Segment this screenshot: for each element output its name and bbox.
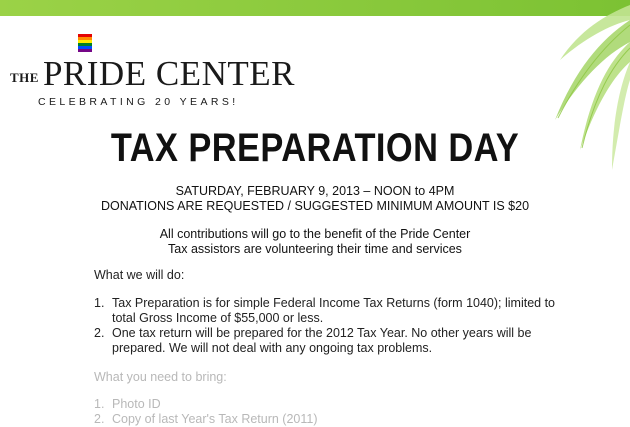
list-item-number: 1.	[94, 296, 105, 310]
volunteers-note: Tax assistors are volunteering their time and services	[168, 242, 462, 256]
list-item-number: 1.	[94, 397, 105, 411]
donation-line: DONATIONS ARE REQUESTED / SUGGESTED MINIMUM AMOUNT IS $20	[100, 199, 530, 213]
list-item-number: 2.	[94, 326, 105, 340]
list-item	[94, 296, 572, 326]
page-title: TAX PREPARATION DAY	[110, 126, 520, 170]
logo-tagline: CELEBRATING 20 YEARS!	[38, 96, 239, 108]
list-item-text: Photo ID	[112, 397, 161, 411]
what-we-do-heading: What we will do:	[94, 268, 185, 282]
list-item	[94, 326, 572, 356]
event-date-line: SATURDAY, FEBRUARY 9, 2013 – NOON to 4PM	[175, 184, 455, 198]
rainbow-flag-icon	[78, 34, 92, 52]
pride-center-logo	[10, 34, 295, 114]
logo-name	[10, 54, 295, 94]
list-item-number: 2.	[94, 412, 105, 426]
what-to-bring-list	[94, 397, 572, 427]
logo-main: PRIDE CENTER	[42, 54, 295, 93]
list-item-text: Tax Preparation is for simple Federal Income Tax Returns (form 1040); limited to total Gross Income of $55,000 or less.	[112, 296, 556, 325]
list-item-text: One tax return will be prepared for the 2012 Tax Year. No other years will be prepared. We will not deal with any ongoing tax problems.	[112, 326, 532, 355]
what-we-do-list	[94, 296, 572, 356]
contributions-note: All contributions will go to the benefit of the Pride Center	[159, 227, 471, 241]
list-item	[94, 397, 572, 412]
list-item-text: Copy of last Year's Tax Return (2011)	[112, 412, 318, 426]
logo-the: THE	[10, 70, 39, 85]
what-to-bring-heading: What you need to bring:	[94, 370, 227, 384]
